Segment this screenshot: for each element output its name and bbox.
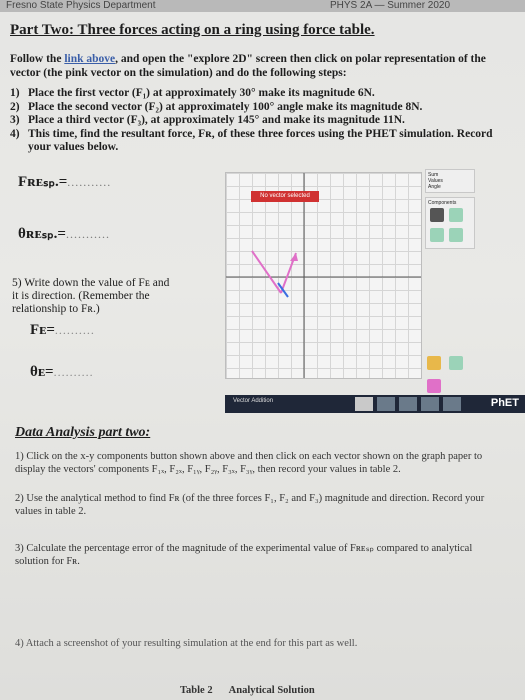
f-resp-line bbox=[18, 172, 111, 191]
theta-resp-line bbox=[18, 224, 110, 243]
step-number: 2) bbox=[10, 100, 20, 113]
phet-simulation bbox=[210, 167, 525, 412]
step-item bbox=[10, 87, 515, 101]
control-panel bbox=[425, 169, 475, 374]
analysis-step-3: 3) Calculate the percentage error of the magnitude of the experimental value of Fʀᴇₛₚ compared to analytical solution for Fʀ. bbox=[15, 543, 473, 567]
vector-bucket bbox=[425, 354, 475, 400]
analysis-step-2: 2) Use the analytical method to find Fʀ (of the three forces F₁, F₂ and F₃) magnitude and direction. Record your values in table 2. bbox=[15, 493, 485, 517]
f-resp-label: Fʀᴇₛₚ.= bbox=[18, 174, 68, 190]
table-caption bbox=[180, 685, 329, 696]
header-left: Fresno State Physics Department bbox=[6, 0, 156, 11]
fe-label: Fᴇ= bbox=[30, 322, 55, 338]
components-projection-button[interactable] bbox=[449, 228, 463, 242]
intro-suffix: , and open the "explore 2D" screen then click on polar representation of the vector (the pink vector on the simulation) and do the following steps: bbox=[10, 53, 486, 79]
angle-checkbox[interactable]: Angle bbox=[428, 184, 441, 190]
components-label: Components bbox=[428, 200, 457, 206]
step-number: 1) bbox=[10, 87, 20, 99]
vector-tool-green[interactable] bbox=[449, 356, 463, 370]
data-analysis-title: Data Analysis part two: bbox=[15, 425, 151, 440]
theta-e-label: θᴇ= bbox=[30, 364, 54, 380]
theta-e-line bbox=[30, 364, 94, 381]
analysis-step-4: 4) Attach a screenshot of your resulting simulation at the end for this part as well. bbox=[15, 638, 358, 649]
intro-paragraph bbox=[10, 52, 510, 80]
vector-badge: No vector selected bbox=[251, 191, 319, 202]
phet-logo[interactable]: PhET bbox=[490, 397, 519, 409]
step-number: 3) bbox=[10, 114, 20, 126]
step-text: Place a third vector (F₃), at approximately 145° and make its magnitude 11N. bbox=[28, 114, 405, 126]
fe-blank[interactable]: .......... bbox=[54, 323, 95, 337]
step-item bbox=[10, 128, 515, 155]
vector-tool-pink[interactable] bbox=[427, 379, 441, 393]
step-number: 4) bbox=[10, 127, 20, 140]
sum-checkbox[interactable]: Sum bbox=[428, 172, 439, 178]
graph-grid[interactable] bbox=[225, 172, 422, 379]
phet-navbar bbox=[225, 395, 525, 413]
intro-prefix: Follow the bbox=[10, 53, 65, 65]
section-title: Part Two: Three forces acting on a ring using force table. bbox=[10, 22, 375, 38]
components-on-button[interactable] bbox=[449, 208, 463, 222]
sim-title: Vector Addition bbox=[233, 398, 274, 404]
document-page bbox=[0, 12, 525, 700]
vector-tool-yellow[interactable] bbox=[427, 356, 441, 370]
header-right: PHYS 2A — Summer 2020 bbox=[330, 0, 451, 11]
components-off-button[interactable] bbox=[430, 208, 444, 222]
panel-components bbox=[425, 197, 475, 249]
analysis-step-1: 1) Click on the x-y components button shown above and then click on each vector shown on the graph paper to display the vectors' components F₁ₓ, F₂ₓ, F₁ᵧ, F₂ᵧ, F₃ₓ, F₃ᵧ, then record your values in table 2. bbox=[15, 451, 483, 475]
screen-tab-3[interactable] bbox=[421, 397, 439, 411]
step-text: Place the second vector (F₂) at approximately 100° angle make its magnitude 8N. bbox=[28, 100, 423, 113]
steps-list bbox=[10, 87, 515, 155]
panel-options bbox=[425, 169, 475, 193]
screen-tab-4[interactable] bbox=[443, 397, 461, 411]
link-above[interactable]: link above bbox=[64, 53, 116, 65]
theta-e-blank[interactable]: .......... bbox=[53, 365, 94, 379]
screen-tab-2[interactable] bbox=[399, 397, 417, 411]
vector-arrowhead bbox=[290, 253, 298, 261]
table-name: Analytical Solution bbox=[228, 685, 315, 696]
theta-resp-label: θʀᴇₛₚ.= bbox=[18, 226, 66, 242]
values-checkbox[interactable]: Values bbox=[428, 178, 443, 184]
step-item bbox=[10, 101, 515, 115]
vectors-svg bbox=[226, 173, 421, 378]
step-text: Place the first vector (F₁) at approximately 30° make its magnitude 6N. bbox=[28, 87, 375, 99]
vector-1[interactable] bbox=[252, 251, 281, 293]
step-5-text: 5) Write down the value of Fᴇ and it is direction. (Remember the relationship to Fʀ.) bbox=[12, 277, 170, 315]
screen-tab-1[interactable] bbox=[377, 397, 395, 411]
table-number: Table 2 bbox=[180, 685, 213, 696]
fe-line bbox=[30, 322, 95, 339]
step-item bbox=[10, 114, 515, 128]
theta-resp-blank[interactable]: ........... bbox=[65, 227, 110, 241]
f-resp-blank[interactable]: ........... bbox=[67, 175, 112, 189]
components-axis-button[interactable] bbox=[430, 228, 444, 242]
home-icon[interactable] bbox=[355, 397, 373, 411]
step-text: This time, find the resultant force, Fʀ, of these three forces using the PHET simulation. Record your values below. bbox=[28, 127, 493, 153]
